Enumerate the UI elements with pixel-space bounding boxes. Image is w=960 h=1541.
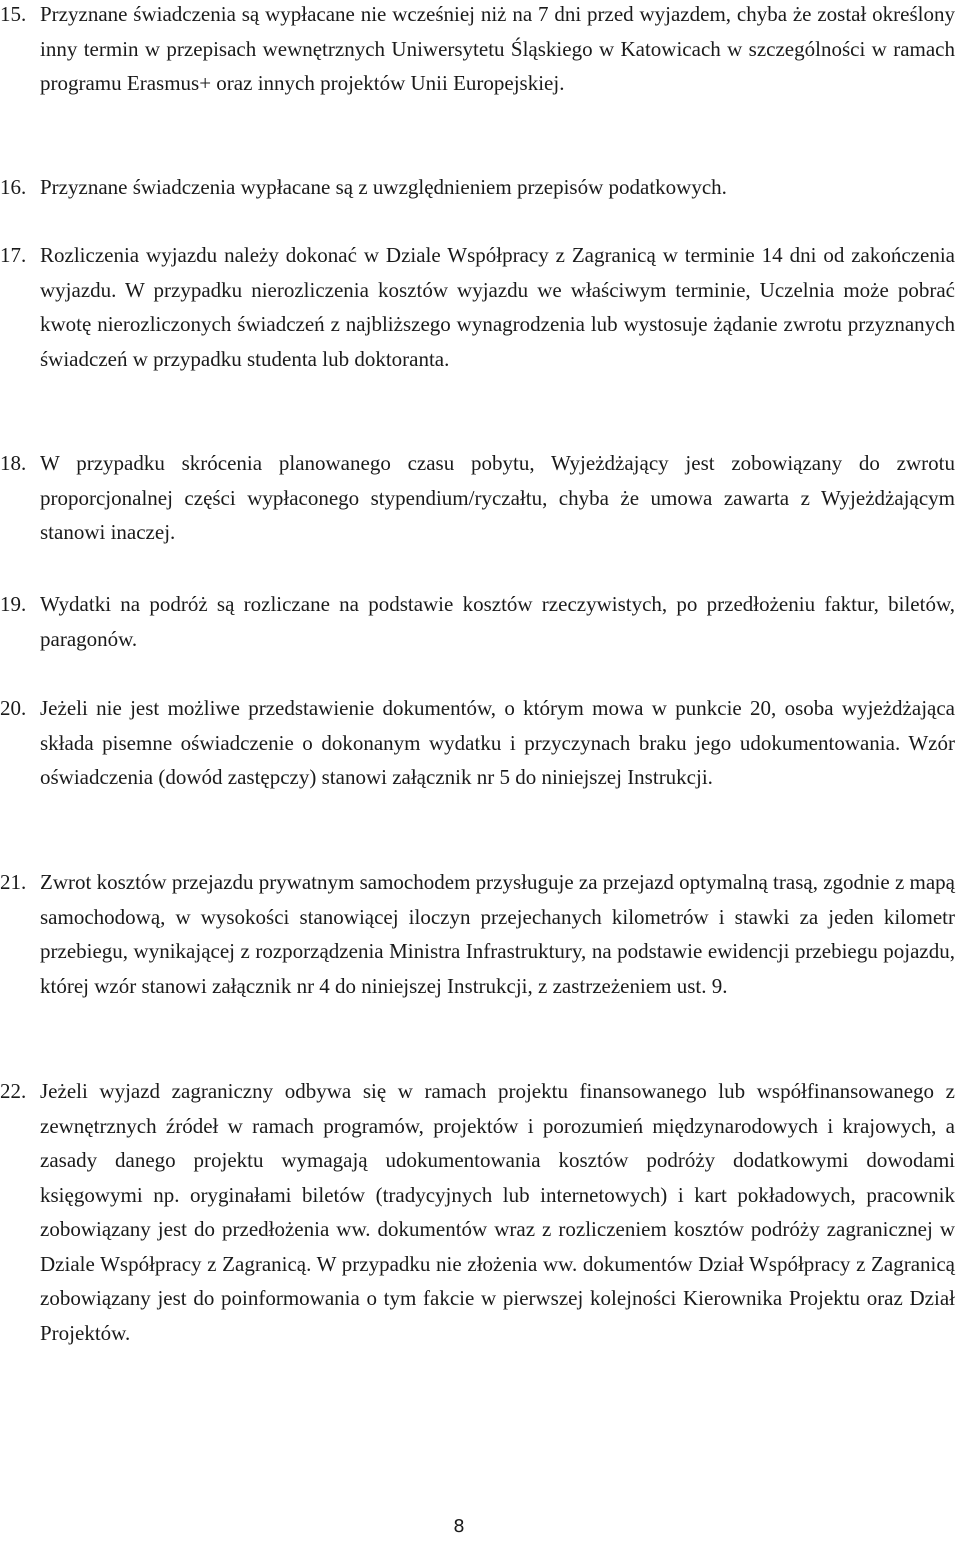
item-number: 20. xyxy=(0,696,27,720)
page-number: 8 xyxy=(453,1516,465,1537)
list-item xyxy=(0,865,955,1003)
item-number: 16. xyxy=(0,175,27,199)
item-text: Zwrot kosztów przejazdu prywatnym samochodem przysługuje za przejazd optymalną trasą, zgodnie z mapą samochodową, w wysokości stanowiącej iloczyn przejechanych kilometrów i stawki za jeden kilometr przebiegu, wynikającej z rozporządzenia Ministra Infrastruktury, na podstawie ewidencji przebiegu pojazdu, której wzór stanowi załącznik nr 4 do niniejszej Instrukcji, z zastrzeżeniem ust. 9. xyxy=(40,870,955,998)
item-number: 21. xyxy=(0,870,27,894)
list-item xyxy=(0,691,955,795)
item-number: 15. xyxy=(0,2,27,26)
item-number: 18. xyxy=(0,451,27,475)
item-text: W przypadku skrócenia planowanego czasu pobytu, Wyjeżdżający jest zobowiązany do zwrotu proporcjonalnej części wypłaconego stypendium/ryczałtu, chyba że umowa zawarta z Wyjeżdżającym stanowi inaczej. xyxy=(40,451,955,544)
item-text: Wydatki na podróż są rozliczane na podstawie kosztów rzeczywistych, po przedłożeniu faktur, biletów, paragonów. xyxy=(40,592,955,651)
list-item xyxy=(0,446,955,550)
item-number: 19. xyxy=(0,592,27,616)
list-item xyxy=(0,1074,955,1350)
item-number: 22. xyxy=(0,1079,27,1103)
list-item xyxy=(0,587,955,656)
list-item xyxy=(0,238,955,376)
item-text: Jeżeli wyjazd zagraniczny odbywa się w ramach projektu finansowanego lub współfinansowanego z zewnętrznych źródeł w ramach programów, projektów i porozumień międzynarodowych i krajowych, a zasady danego projektu wymagają udokumentowania kosztów podróży dodatkowymi dowodami księgowymi np. oryginałami biletów (tradycyjnych lub internetowych) i kart pokładowych, pracownik zobowiązany jest do przedłożenia ww. dokumentów wraz z rozliczeniem kosztów podróży zagranicznej w Dziale Współpracy z Zagranicą. W przypadku nie złożenia ww. dokumentów Dział Współpracy z Zagranicą zobowiązany jest do poinformowania o tym fakcie w pierwszej kolejności Kierownika Projektu oraz Dział Projektów. xyxy=(40,1079,955,1345)
item-text: Przyznane świadczenia są wypłacane nie wcześniej niż na 7 dni przed wyjazdem, chyba że został określony inny termin w przepisach wewnętrznych Uniwersytetu Śląskiego w Katowicach w szczególności w ramach programu Erasmus+ oraz innych projektów Unii Europejskiej. xyxy=(40,2,955,95)
list-item xyxy=(0,170,955,205)
item-text: Jeżeli nie jest możliwe przedstawienie dokumentów, o którym mowa w punkcie 20, osoba wyjeżdżająca składa pisemne oświadczenie o dokonanym wydatku i przyczynach braku jego udokumentowania. Wzór oświadczenia (dowód zastępczy) stanowi załącznik nr 5 do niniejszej Instrukcji. xyxy=(40,696,955,789)
list-item xyxy=(0,0,955,101)
item-number: 17. xyxy=(0,243,27,267)
item-text: Rozliczenia wyjazdu należy dokonać w Dziale Współpracy z Zagranicą w terminie 14 dni od zakończenia wyjazdu. W przypadku nierozliczenia kosztów wyjazdu we właściwym terminie, Uczelnia może pobrać kwotę nierozliczonych świadczeń z najbliższego wynagrodzenia lub wystosuje żądanie zwrotu przyznanych świadczeń w przypadku studenta lub doktoranta. xyxy=(40,243,955,371)
item-text: Przyznane świadczenia wypłacane są z uwzględnieniem przepisów podatkowych. xyxy=(40,175,727,199)
